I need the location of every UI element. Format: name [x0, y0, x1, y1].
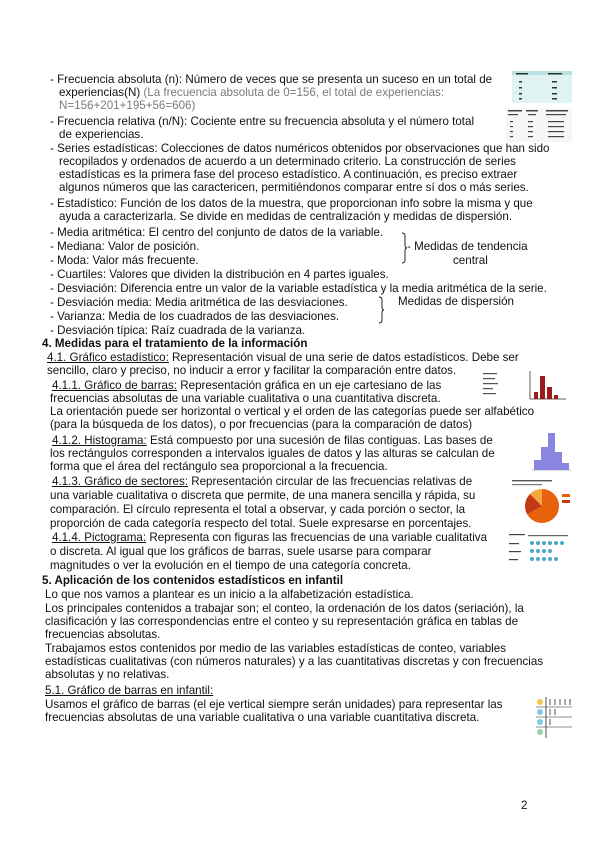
histogram-image [530, 430, 572, 472]
freq-abs-line1: - Frecuencia absoluta (n): Número de veces que se presenta un suceso en un total de [50, 73, 493, 86]
s411-line2: frecuencias absolutas de una variable cualitativa o una cuantitativa discreta. [50, 392, 441, 405]
section5-heading: 5. Aplicación de los contenidos estadísticos en infantil [42, 574, 344, 587]
estadistico-line-2: ayuda a caracterizarla. Se divide en medidas de centralización y medidas de dispersión. [59, 210, 513, 223]
s412-line1 [52, 434, 493, 447]
s412-title: 4.1.2. Histograma: [52, 434, 147, 447]
s413-line4: proporción de cada categoría respecto del total. Suele expresarse en porcentajes. [50, 517, 472, 530]
moda-line: - Moda: Valor más frecuente. [50, 254, 199, 267]
s413-line3: comparación. El círculo representa el total a observar, y cada porción o sector, la [50, 503, 466, 516]
s411-line4: (para la búsqueda de los datos), o por frecuencias (para la comparación de datos) [50, 418, 473, 431]
desviacion-line: - Desviación: Diferencia entre un valor de la variable estadística y la media aritmética de la serie. [50, 282, 547, 295]
section4-heading: 4. Medidas para el tratamiento de la información [42, 337, 308, 350]
dispersion-brace [376, 296, 386, 324]
s413-title: 4.1.3. Gráfico de sectores: [52, 475, 188, 488]
infant-bar-chart-image [532, 696, 574, 740]
s411-line1 [52, 379, 441, 392]
series-line-4: algunos números que las caractericen, permitiéndonos comparar entre sí dos o más series. [59, 181, 529, 194]
mediana-line: - Mediana: Valor de posición. [50, 240, 200, 253]
s41-title: 4.1. Gráfico estadístico: [47, 351, 169, 364]
s41-line2: sencillo, claro y preciso, no inducir a error y facilitar la comparación entre datos. [47, 364, 457, 377]
freq-abs-example: (La frecuencia absoluta de 0=156, el total de experiencias: [143, 86, 445, 99]
s41-text: Representación visual de una serie de datos estadísticos. Debe ser [168, 351, 519, 364]
s5-line7: absolutas y no relativas. [45, 668, 170, 681]
s412-line3: forma que el área del rectángulo sea proporcional a la frecuencia. [50, 460, 388, 473]
s414-title: 4.1.4. Pictograma: [52, 531, 147, 544]
freq-abs-line3: N=156+201+195+56=606) [59, 99, 196, 112]
media-line: - Media aritmética: El centro del conjunto de datos de la variable. [50, 226, 384, 239]
page-number: 2 [521, 799, 528, 812]
tendencia-label-1: - Medidas de tendencia [407, 240, 528, 253]
s414-line1 [52, 531, 487, 544]
freq-abs-line2 [59, 86, 444, 99]
s414-line2: o discreta. Al igual que los gráficos de barras, suele usarse para comparar [50, 545, 432, 558]
s413-text: Representación circular de las frecuencias relativas de [187, 475, 473, 488]
varianza-line: - Varianza: Media de los cuadrados de las desviaciones. [50, 310, 340, 323]
tendencia-label-2: central [453, 254, 488, 267]
s51-title: 5.1. Gráfico de barras en infantil: [45, 684, 214, 697]
freq-rel-line2: de experiencias. [59, 128, 144, 141]
s414-text: Representa con figuras las frecuencias de una variable cualitativa [146, 531, 488, 544]
series-line-2: recopilados y ordenados de acuerdo a un determinado criterio. La construcción de series [59, 155, 516, 168]
s5-line4: frecuencias absolutas. [45, 628, 161, 641]
s413-line2: una variable cualitativa o discreta que permite, de una manera sencilla y rápida, su [50, 489, 476, 502]
dispersion-label: Medidas de dispersión [398, 295, 515, 308]
bar-chart-image [482, 369, 568, 402]
freq-rel-line1: - Frecuencia relativa (n/N): Cociente entre su frecuencia absoluta y el número total [50, 115, 475, 128]
pie-chart-image [510, 478, 572, 526]
s411-text: Representación gráfica en un eje cartesiano de las [177, 379, 442, 392]
cuartiles-line: - Cuartiles: Valores que dividen la distribución en 4 partes iguales. [50, 268, 389, 281]
s5-line6: estadísticas cualitativas (con números naturales) y a las cuantitativas discretas y con frecuencias [45, 655, 544, 668]
s414-line3: magnitudes o ver la evolución en el tiempo de una categoría concreta. [50, 559, 411, 572]
s51-line2: frecuencias absolutas de una variable cualitativa o una variable cuantitativa discreta. [45, 711, 480, 724]
estadistico-line-1: - Estadístico: Función de los datos de la muestra, que proporcionan info sobre la misma y que [50, 197, 533, 210]
s5-line1: Lo que nos vamos a plantear es un inicio a la alfabetización estadística. [45, 588, 414, 601]
s5-line5: Trabajamos estos contenidos por medio de las variables estadísticas de conteo, variables [45, 642, 506, 655]
frequency-table-image [512, 71, 572, 103]
series-line-1: - Series estadísticas: Colecciones de datos numéricos obtenidos por observaciones que han sido [50, 142, 550, 155]
pictogram-image [508, 531, 572, 569]
s411-line3: La orientación puede ser horizontal o vertical y el orden de las categorías puede ser alfabético [50, 405, 535, 418]
s411-title: 4.1.1. Gráfico de barras: [52, 379, 178, 392]
freq-abs-term: experiencias(N) [59, 86, 144, 99]
series-line-3: estadísticas es la primera fase del proceso estadístico. A continuación, es preciso extraer [59, 168, 518, 181]
s412-text: Está compuesto por una sucesión de filas contiguas. Las bases de [146, 434, 493, 447]
s5-line2: Los principales contenidos a trabajar son; el conteo, la ordenación de los datos (seriación), la [45, 602, 524, 615]
desv-tipica-line: - Desviación típica: Raíz cuadrada de la varianza. [50, 324, 306, 337]
relative-frequency-table-image [506, 108, 572, 142]
s5-line3: clasificación y las correspondencias entre el conteo y su representación gráfica en tablas de [45, 615, 519, 628]
s412-line2: los rectángulos corresponden a intervalos iguales de datos y las alturas se calculan de [50, 447, 495, 460]
desv-media-line: - Desviación media: Media aritmética de las desviaciones. [50, 296, 348, 309]
s51-line1: Usamos el gráfico de barras (el eje vertical siempre serán unidades) para representar las [45, 698, 503, 711]
s41-line1 [47, 351, 519, 364]
s413-line1 [52, 475, 472, 488]
